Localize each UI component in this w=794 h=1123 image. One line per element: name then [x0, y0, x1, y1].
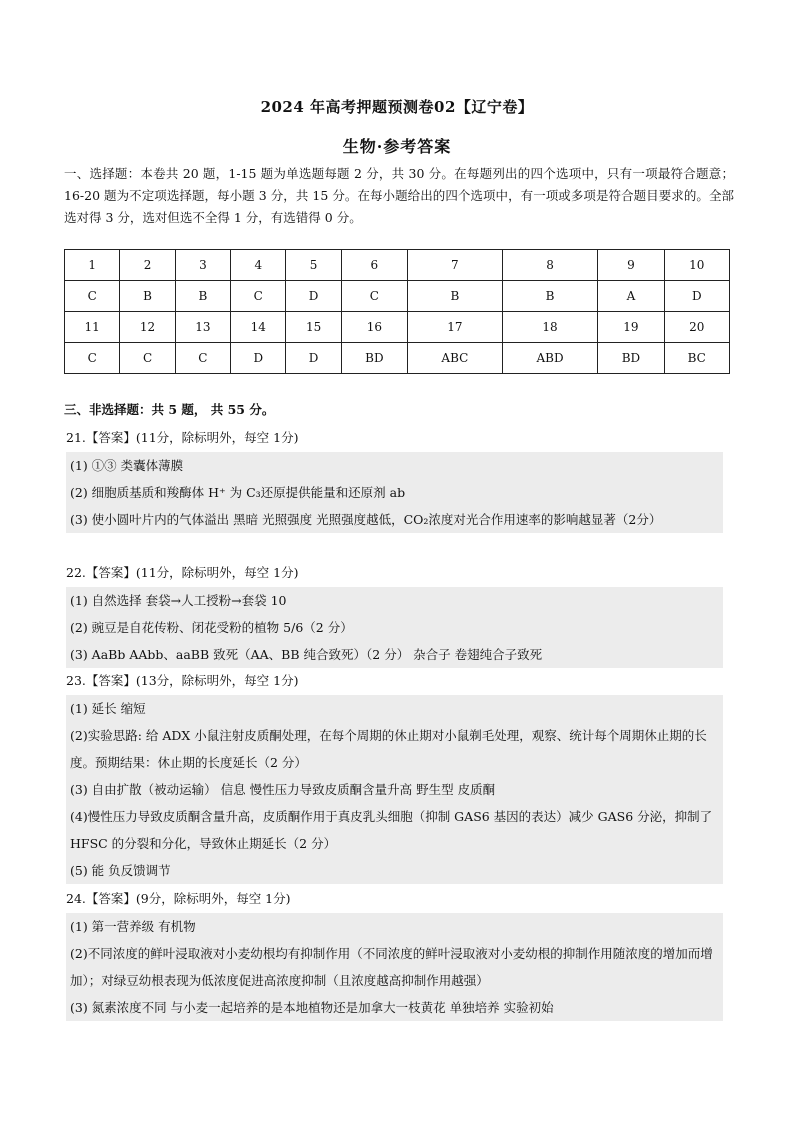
table-cell: C	[175, 343, 230, 374]
table-cell: ABC	[407, 343, 502, 374]
q23-answer-1: (1) 延长 缩短	[66, 695, 723, 722]
table-cell: 14	[231, 312, 286, 343]
table-cell: BD	[341, 343, 407, 374]
table-cell: B	[120, 281, 175, 312]
table-cell: C	[120, 343, 175, 374]
table-cell: 5	[286, 250, 341, 281]
q21-answer-1: (1) ①③ 类囊体薄膜	[66, 452, 723, 479]
table-cell: BD	[598, 343, 664, 374]
q22-answer-2: (2) 豌豆是自花传粉、闭花受粉的植物 5/6（2 分）	[66, 614, 723, 641]
table-cell: 12	[120, 312, 175, 343]
section-heading: 三、非选择题：共 5 题， 共 55 分。	[64, 402, 275, 417]
table-cell: D	[231, 343, 286, 374]
q21-answer-3: (3) 使小圆叶片内的气体溢出 黑暗 光照强度 光照强度越低，CO₂浓度对光合作用速率的影响越显著（2分）	[66, 506, 723, 533]
table-cell: C	[65, 343, 120, 374]
table-cell: 3	[175, 250, 230, 281]
q21-answer-2: (2) 细胞质基质和羧酶体 H⁺ 为 C₃还原提供能量和还原剂 ab	[66, 479, 723, 506]
table-cell: 6	[341, 250, 407, 281]
table-cell: 18	[502, 312, 598, 343]
q23-answer-2: (2)实验思路: 给 ADX 小鼠注射皮质酮处理，在每个周期的休止期对小鼠剃毛处理，观察、统计每个周期休止期的长度。预期结果：休止期的长度延长（2 分）	[66, 722, 723, 776]
answer-table	[64, 249, 730, 374]
answer-row	[65, 343, 730, 374]
table-cell: 8	[502, 250, 598, 281]
table-cell: 9	[598, 250, 664, 281]
q22-answer-3: (3) AaBb AAbb、aaBB 致死（AA、BB 纯合致死）（2 分） 杂合子 卷翅纯合子致死	[66, 641, 723, 668]
q21-heading: 21.【答案】(11分，除标明外，每空 1分)	[66, 430, 299, 445]
table-cell: 2	[120, 250, 175, 281]
table-cell: C	[341, 281, 407, 312]
table-cell: 1	[65, 250, 120, 281]
table-cell: D	[286, 281, 341, 312]
q23-answer-5: (5) 能 负反馈调节	[66, 857, 723, 884]
table-cell: B	[175, 281, 230, 312]
table-cell: A	[598, 281, 664, 312]
table-cell: D	[664, 281, 730, 312]
q23-heading: 23.【答案】(13分，除标明外，每空 1分)	[66, 673, 299, 688]
table-cell: 13	[175, 312, 230, 343]
q24-answer-3: (3) 氮素浓度不同 与小麦一起培养的是本地植物还是加拿大一枝黄花 单独培养 实验初始	[66, 994, 723, 1021]
table-cell: B	[407, 281, 502, 312]
table-cell: C	[231, 281, 286, 312]
table-cell: D	[286, 343, 341, 374]
table-cell: 15	[286, 312, 341, 343]
table-cell: 16	[341, 312, 407, 343]
q24-answer-2: (2)不同浓度的鲜叶浸取液对小麦幼根均有抑制作用（不同浓度的鲜叶浸取液对小麦幼根的抑制作用随浓度的增加而增加）；对绿豆幼根表现为低浓度促进高浓度抑制（且浓度越高抑制作用越强）	[66, 940, 723, 994]
q23-answer-4: (4)慢性压力导致皮质酮含量升高，皮质酮作用于真皮乳头细胞（抑制 GAS6 基因的表达）减少 GAS6 分泌，抑制了 HFSC 的分裂和分化，导致休止期延长（2 分）	[66, 803, 723, 857]
question-number-row	[65, 312, 730, 343]
table-cell: B	[502, 281, 598, 312]
table-cell: 4	[231, 250, 286, 281]
table-cell: C	[65, 281, 120, 312]
question-number-row	[65, 250, 730, 281]
table-cell: 10	[664, 250, 730, 281]
q22-heading: 22.【答案】(11分，除标明外，每空 1分)	[66, 565, 299, 580]
table-cell: BC	[664, 343, 730, 374]
table-cell: 17	[407, 312, 502, 343]
table-cell: 19	[598, 312, 664, 343]
table-cell: 11	[65, 312, 120, 343]
table-cell: ABD	[502, 343, 598, 374]
q22-answer-1: (1) 自然选择 套袋→人工授粉→套袋 10	[66, 587, 723, 614]
table-cell: 7	[407, 250, 502, 281]
q23-answer-3: (3) 自由扩散（被动运输） 信息 慢性压力导致皮质酮含量升高 野生型 皮质酮	[66, 776, 723, 803]
multiple-choice-instructions: 一、选择题：本卷共 20 题，1-15 题为单选题每题 2 分，共 30 分。在每题列出的四个选项中，只有一项最符合题意；16-20 题为不定项选择题，每小题 3 分，共 15 分。在每小题给出的四个选项中，有一项或多项是符合题目要求的。全部选对得 3 分，选对但选不全得 1 分，有选错得 0 分。	[64, 166, 734, 225]
page-subtitle: 生物·参考答案	[342, 137, 452, 156]
answer-row	[65, 281, 730, 312]
table-cell: 20	[664, 312, 730, 343]
q24-heading: 24.【答案】(9分，除标明外，每空 1分)	[66, 891, 291, 906]
q24-answer-1: (1) 第一营养级 有机物	[66, 913, 723, 940]
page-title: 2024 年高考押题预测卷02【辽宁卷】	[260, 98, 534, 116]
